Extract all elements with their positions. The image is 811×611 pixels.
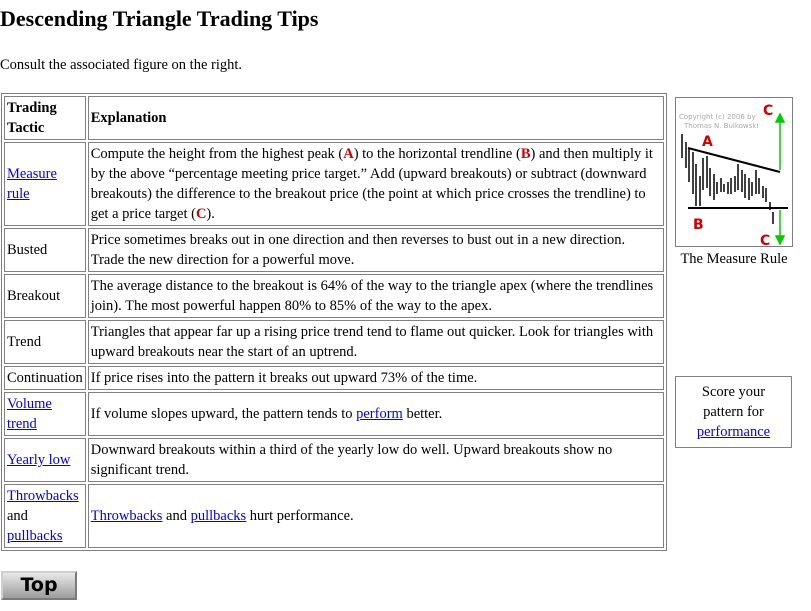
tactic-cell: Breakout [4,274,86,318]
explanation-text: better. [402,406,443,422]
throwbacks-link[interactable]: Throwbacks [7,488,79,504]
tactic-cell [4,438,86,482]
measure-rule-link[interactable]: Measure rule [7,166,57,202]
explanation-cell [88,142,664,226]
measure-rule-figure[interactable] [675,97,793,247]
table-row [4,320,664,364]
price-bars [682,134,773,224]
figure-label-c-bottom: C [760,233,771,246]
score-line-2: pattern for [703,404,764,420]
triangle-chart-image [676,98,792,246]
table-row [4,142,664,226]
page-title: Descending Triangle Trading Tips [0,6,319,31]
table-header-row [4,96,664,140]
header-tactic: Trading Tactic [4,96,86,140]
explanation-text: Compute the height from the highest peak ( [90,146,344,162]
label-a: A [343,146,354,162]
and-text: and [7,508,28,524]
explanation-cell: The average distance to the breakout is 64% of the way to the triangle apex (where the trendlines join). The most powerful happen 80% to 85% of the way to the apex. [88,274,664,318]
figure-label-b: B [693,217,704,233]
score-line-1: Score your [701,384,766,400]
table-row [4,228,664,272]
descending-trendline [688,148,780,172]
pullbacks-link[interactable]: pullbacks [190,508,247,524]
figure-caption: The Measure Rule [680,251,788,267]
table-row [4,438,664,482]
table-row [4,392,664,436]
explanation-text: ). [206,206,215,222]
figure-label-a: A [702,134,713,150]
figure-label-c-top: C [763,103,774,119]
explanation-cell: Downward breakouts within a third of the yearly low do well. Upward breakouts show no significant trend. [88,438,664,482]
tactic-cell [4,142,86,226]
table-row [4,484,664,548]
perform-link[interactable]: perform [356,406,403,422]
top-button[interactable]: Top [1,571,77,600]
tips-table [1,93,667,551]
yearly-low-link[interactable]: Yearly low [7,452,71,468]
explanation-cell: If price rises into the pattern it breaks out upward 73% of the time. [88,366,664,390]
volume-trend-link[interactable]: Volume trend [7,396,52,432]
explanation-text: hurt performance. [246,508,354,524]
label-b: B [520,146,531,162]
explanation-text: ) and then multiply it by the above “percentage meeting price target.” Add (upward breakouts) or subtract (downward breakouts) the difference to the breakout price (the point at which price crosses the trendline) to get a price target ( [90,146,653,222]
tactic-cell [4,392,86,436]
label-c: C [195,206,207,222]
tactic-cell [4,484,86,548]
pullbacks-link[interactable]: pullbacks [7,528,63,544]
tactic-cell: Trend [4,320,86,364]
explanation-text: and [162,508,191,524]
explanation-cell: Price sometimes breaks out in one direction and then reverses to bust out in a new direction. Trade the new direction for a powerful move. [88,228,664,272]
table-row [4,366,664,390]
target-arrows [776,114,784,244]
explanation-text: ) to the horizontal trendline ( [353,146,521,162]
tactic-cell: Continuation [4,366,86,390]
header-explanation: Explanation [88,96,664,140]
throwbacks-link[interactable]: Throwbacks [90,508,163,524]
explanation-text: If volume slopes upward, the pattern tends to [90,406,357,422]
explanation-cell [88,392,664,436]
tactic-cell: Busted [4,228,86,272]
performance-link[interactable]: performance [696,424,771,440]
explanation-cell: Triangles that appear far up a rising price trend tend to flame out quicker. Look for triangles with upward breakouts near the start of an uptrend. [88,320,664,364]
explanation-cell [88,484,664,548]
score-box [675,376,792,448]
copyright-line1: Copyright (c) 2006 by [679,113,756,121]
table-row [4,274,664,318]
intro-text: Consult the associated figure on the right. [0,57,243,73]
copyright-line2: Thomas N. Bulkowski [684,122,759,130]
